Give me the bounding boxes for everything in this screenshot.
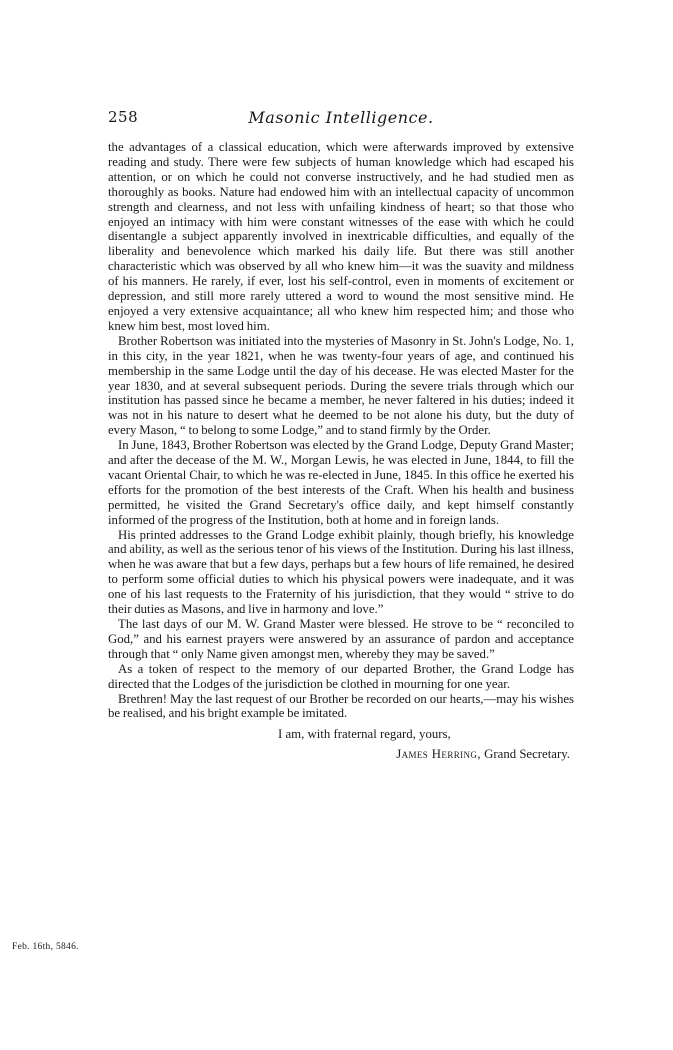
running-title: Masonic Intelligence. xyxy=(248,108,434,127)
signature-block xyxy=(108,747,574,762)
signatory-name: James Herring, xyxy=(396,747,481,762)
paragraph-4: His printed addresses to the Grand Lodge exhibit plainly, though briefly, his knowledge and ability, as well as the serious tenor of his views of the Institution. During his last illness, when he was aware that but a few days, perhaps but a few hours of life remained, he desired to perform some official duties to which his physical powers were inadequate, and it was one of his last requests to the Fraternity of his jurisdiction, that they would “ strive to do their duties as Masons, and live in harmony and love.” xyxy=(108,527,574,617)
paragraph-6: As a token of respect to the memory of our departed Brother, the Grand Lodge has directed that the Lodges of the jurisdiction be clothed in mourning for one year. xyxy=(108,661,574,691)
page xyxy=(108,108,574,762)
paragraph-2: Brother Robertson was initiated into the mysteries of Masonry in St. John's Lodge, No. 1, in this city, in the year 1821, when he was twenty-four years of age, and continued his membership in the same Lodge until the day of his decease. He was elected Master for the year 1830, and at several subsequent periods. During the severe trials through which our institution has passed since he became a member, he never faltered in his duties; indeed it was not in his nature to desert what he deemed to be not alone his duty, but the duty of every Mason, “ to belong to some Lodge,” and to stand firmly by the Order. xyxy=(108,333,574,438)
paragraph-3: In June, 1843, Brother Robertson was elected by the Grand Lodge, Deputy Grand Master; and after the decease of the M. W., Morgan Lewis, he was elected in June, 1844, to fill the vacant Oriental Chair, to which he was re-elected in June, 1845. In this office he exerted his efforts for the promotion of the best interests of the Craft. When his health and business permitted, he visited the Grand Secretary's office daily, and kept himself constantly informed of the progress of the Institution, both at home and in foreign lands. xyxy=(108,438,574,527)
paragraph-1: the advantages of a classical education, which were afterwards improved by extensive reading and study. There were few subjects of human knowledge which had escaped his attention, or on which he could not converse instructively, and he had studied men as thoroughly as books. Nature had endowed him with an intellectual capacity of uncommon strength and clearness, and not less with unfailing kindness of heart; so that those who enjoyed an intimacy with him were constant witnesses of the ease with which he could disentangle a subject apparently involved in inextricable difficulties, and equally of the liberality and benevolence which marked his daily life. But there was still another characteristic which was observed by all who knew him—it was the suavity and mildness of his manners. He rarely, if ever, lost his self-control, even in moments of excitement or depression, and still more rarely uttered a word to wound the most sensitive mind. He enjoyed a very extensive acquaintance; all who knew him respected him; and those who knew him best, most loved him. xyxy=(108,140,574,333)
article-body xyxy=(108,140,574,721)
date-line: Feb. 16th, 5846. xyxy=(12,942,79,952)
paragraph-7: Brethren! May the last request of our Brother be recorded on our hearts,—may his wishes be realised, and his bright example be imitated. xyxy=(108,691,574,721)
closing-line: I am, with fraternal regard, yours, xyxy=(278,727,451,742)
signatory-title: Grand Secretary. xyxy=(480,747,570,762)
page-number: 258 xyxy=(108,108,139,126)
paragraph-5: The last days of our M. W. Grand Master were blessed. He strove to be “ reconciled to God,” and his earnest prayers were answered by an assurance of pardon and acceptance through that “ only Name given amongst men, whereby they may be saved.” xyxy=(108,617,574,661)
page-header xyxy=(108,108,574,136)
